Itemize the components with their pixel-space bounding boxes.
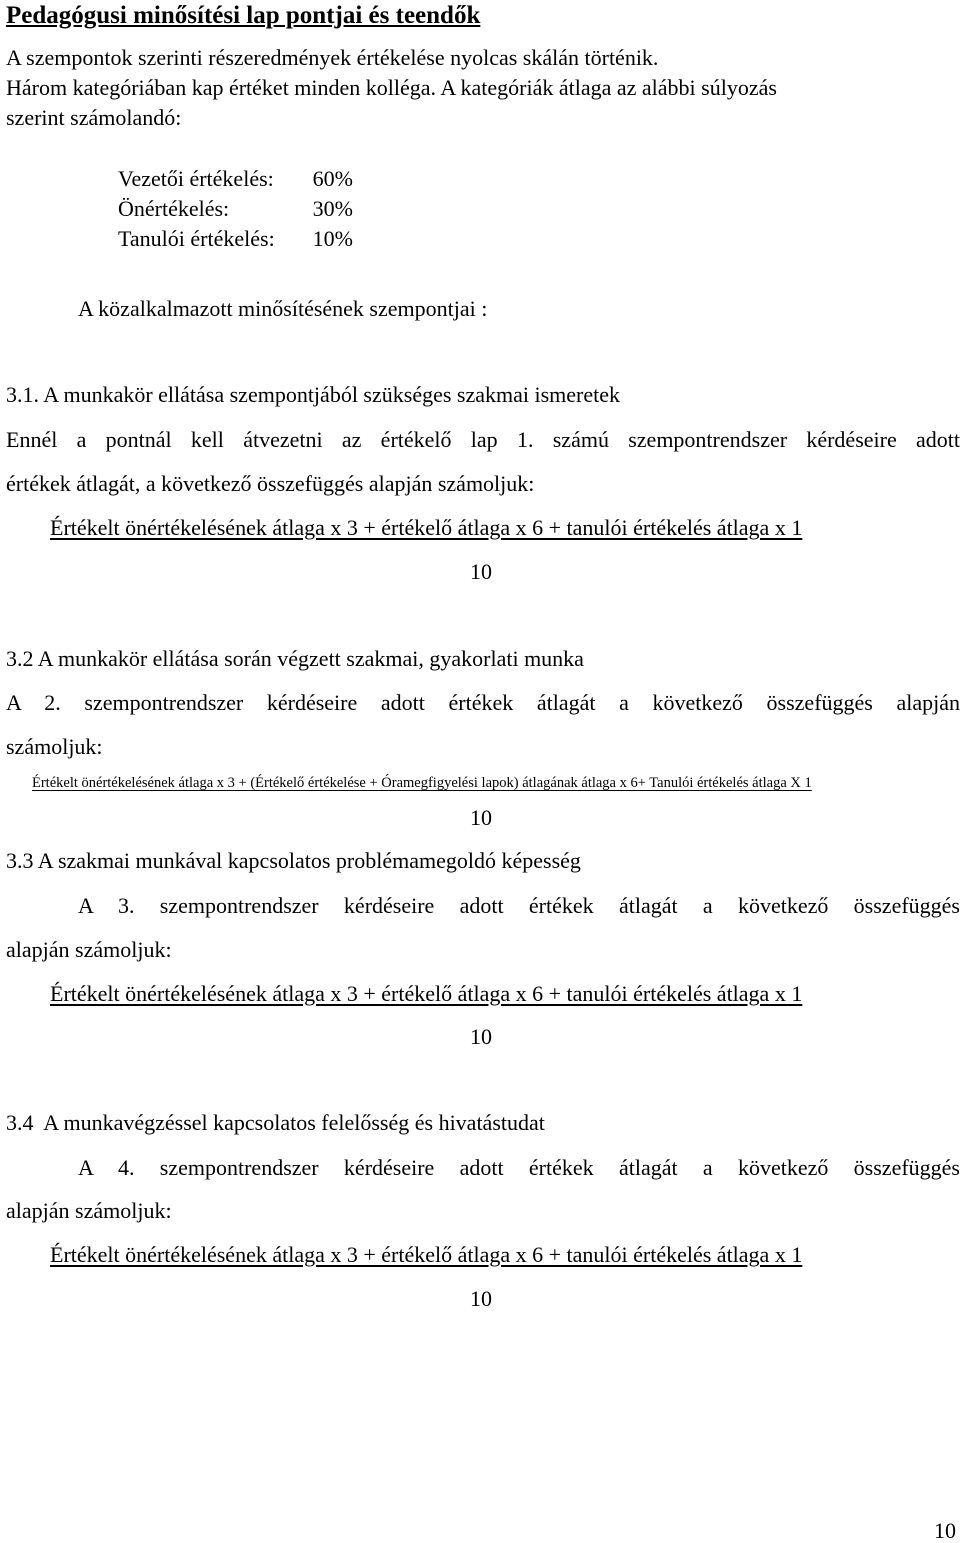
weight-value: 10% [312, 226, 353, 251]
section-text: alapján számoljuk: [6, 1198, 172, 1223]
formula-denominator: 10 [470, 805, 492, 830]
criteria-heading: A közalkalmazott minősítésének szempontjai : [78, 296, 488, 321]
weight-label: Önértékelés: [118, 196, 230, 221]
weight-row [118, 194, 353, 224]
intro-line: Három kategóriában kap értéket minden kolléga. A kategóriák átlaga az alábbi súlyozás [6, 75, 777, 100]
page-number: 10 [934, 1518, 956, 1543]
formula: Értékelt önértékelésének átlaga x 3 + értékelő átlaga x 6 + tanulói értékelés átlaga x 1 [50, 515, 803, 540]
section-text: A 2. szempontrendszer kérdéseire adott értékek átlagát a következő összefüggés alapján [6, 690, 960, 715]
weight-row [118, 224, 353, 254]
formula: Értékelt önértékelésének átlaga x 3 + értékelő átlaga x 6 + tanulói értékelés átlaga x 1 [50, 981, 803, 1006]
weight-value: 30% [312, 196, 353, 221]
page-title: Pedagógusi minősítési lap pontjai és teendők [6, 2, 481, 29]
intro-line: A szempontok szerinti részeredmények értékelése nyolcas skálán történik. [6, 45, 659, 70]
weight-row [118, 164, 353, 194]
formula-denominator: 10 [470, 1286, 492, 1311]
section-heading: 3.1. A munkakör ellátása szempontjából szükséges szakmai ismeretek [6, 382, 621, 407]
weight-label: Tanulói értékelés: [118, 226, 275, 251]
formula-denominator: 10 [470, 559, 492, 584]
section-text: számoljuk: [6, 734, 103, 759]
section-text: alapján számoljuk: [6, 937, 172, 962]
formula-denominator: 10 [470, 1024, 492, 1049]
formula: Értékelt önértékelésének átlaga x 3 + értékelő átlaga x 6 + tanulói értékelés átlaga x 1 [50, 1242, 803, 1267]
section-text: értékek átlagát, a következő összefüggés alapján számoljuk: [6, 471, 535, 496]
intro-line: szerint számolandó: [6, 105, 182, 130]
formula: Értékelt önértékelésének átlaga x 3 + (Értékelő értékelése + Óramegfigyelési lapok) átlagának átlaga x 6+ Tanulói értékelés átlaga X 1 [32, 775, 812, 791]
weight-label: Vezetői értékelés: [118, 166, 274, 191]
weights-list [118, 164, 353, 254]
weight-value: 60% [312, 166, 353, 191]
section-text: A 4. szempontrendszer kérdéseire adott értékek átlagát a következő összefüggés [78, 1155, 960, 1180]
section-text: A 3. szempontrendszer kérdéseire adott értékek átlagát a következő összefüggés [78, 893, 960, 918]
section-heading: 3.3 A szakmai munkával kapcsolatos problémamegoldó képesség [6, 848, 581, 873]
section-text: Ennél a pontnál kell átvezetni az értékelő lap 1. számú szempontrendszer kérdéseire adott [6, 427, 960, 452]
section-heading: 3.2 A munkakör ellátása során végzett szakmai, gyakorlati munka [6, 646, 584, 671]
section-heading: 3.4 A munkavégzéssel kapcsolatos felelősség és hivatástudat [6, 1110, 545, 1135]
